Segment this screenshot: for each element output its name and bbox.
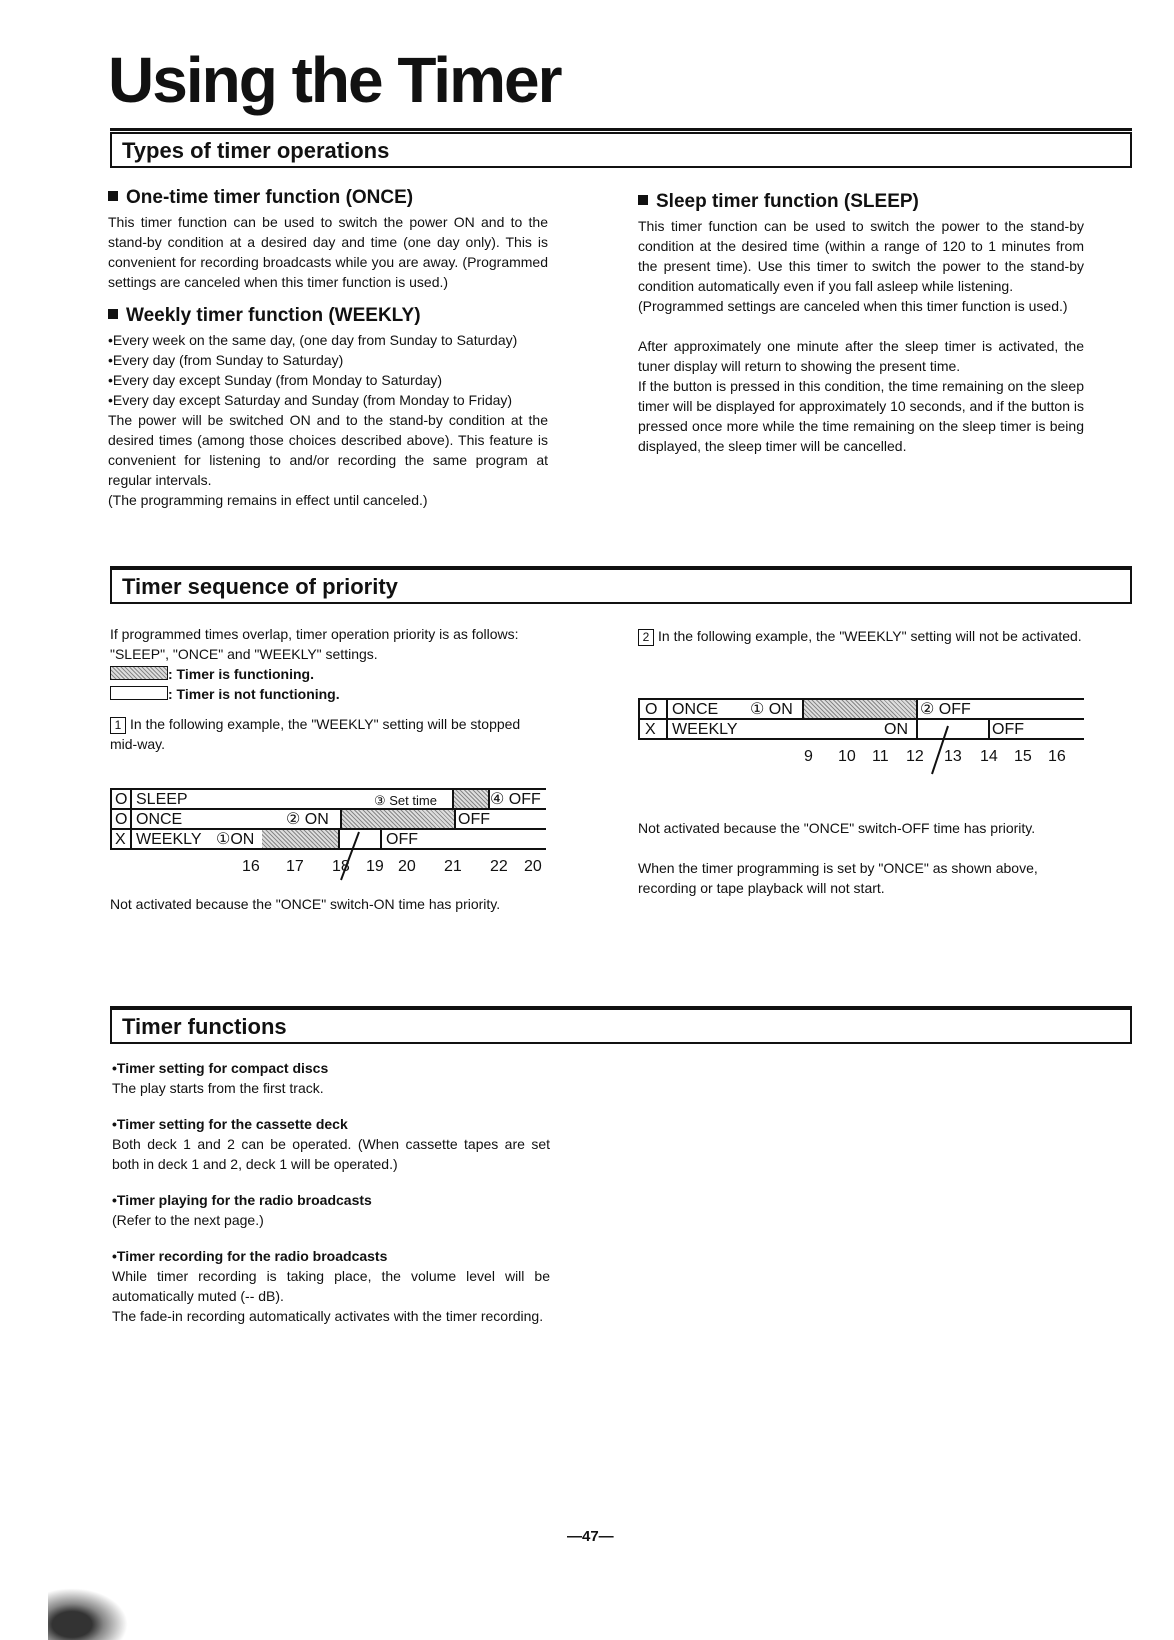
- once-off-label: ② OFF: [920, 701, 971, 718]
- example-2-caption: Not activated because the "ONCE" switch-OFF time has priority.: [638, 820, 1036, 836]
- once-active-period: [342, 810, 454, 828]
- weekly-bullet: •Every day (from Sunday to Saturday): [108, 352, 344, 368]
- sleep-active-period: [452, 790, 488, 808]
- time-tick: 16: [1048, 748, 1066, 765]
- scan-artifact: [48, 1588, 128, 1640]
- time-tick: 20: [524, 858, 542, 875]
- once-on-label: ① ON: [750, 701, 793, 718]
- row-name: WEEKLY: [672, 721, 738, 738]
- legend-not-functioning: : Timer is not functioning.: [110, 684, 550, 704]
- weekly-off-label: OFF: [386, 831, 418, 848]
- once-body: This timer function can be used to switch the power ON and to the stand-by condition at a desired day and time (one day only). This is convenient for recording broadcasts while you are away. (Programmed settings are canceled when this timer function is used.): [108, 214, 548, 290]
- weekly-off-label: OFF: [992, 721, 1024, 738]
- legend-shaded-swatch: [110, 666, 168, 680]
- row-mark: X: [115, 831, 126, 848]
- legend-functioning: : Timer is functioning.: [110, 664, 550, 684]
- function-label: •Timer setting for the cassette deck: [112, 1116, 348, 1132]
- function-label: •Timer playing for the radio broadcasts: [112, 1192, 372, 1208]
- weekly-on-label: ON: [884, 721, 908, 738]
- time-tick: 10: [838, 748, 856, 765]
- row-name: SLEEP: [136, 791, 188, 808]
- time-tick: 17: [286, 858, 304, 875]
- function-label: •Timer setting for compact discs: [112, 1060, 329, 1076]
- priority-diagram-1: [110, 786, 548, 896]
- row-name: ONCE: [672, 701, 719, 718]
- row-name: ONCE: [136, 811, 183, 828]
- time-tick: 12: [906, 748, 924, 765]
- weekly-body: The power will be switched ON and to the stand-by condition at the desired times (among those choices described above). This feature is convenient for listening to and/or recording the same program at regular intervals.: [108, 412, 548, 488]
- function-text: While timer recording is taking place, the volume level will be automatically muted (-- dB).: [112, 1268, 550, 1304]
- section-header-priority: [110, 568, 1132, 604]
- function-text: The fade-in recording automatically activates with the timer recording.: [112, 1308, 544, 1324]
- weekly-bullet: •Every day except Saturday and Sunday (from Monday to Friday): [108, 392, 513, 408]
- sleep-heading: Sleep timer function (SLEEP): [638, 190, 1084, 214]
- timer-functions-list: [112, 1058, 550, 1326]
- time-tick: 21: [444, 858, 462, 875]
- set-time-label: ③ Set time: [374, 793, 437, 808]
- example-1-caption: Not activated because the "ONCE" switch-ON time has priority.: [110, 896, 501, 912]
- once-section: [108, 186, 548, 510]
- once-off-label: OFF: [458, 811, 490, 828]
- time-tick: 9: [804, 748, 813, 765]
- time-tick: 20: [398, 858, 416, 875]
- sleep-section: [638, 190, 1084, 456]
- time-tick: 16: [242, 858, 260, 875]
- time-tick: 11: [872, 748, 889, 765]
- once-on-label: ② ON: [286, 811, 329, 828]
- section-title: Types of timer operations: [122, 138, 390, 163]
- section-title: Timer sequence of priority: [122, 574, 398, 599]
- sleep-body-3: If the button is pressed in this condition, the time remaining on the sleep timer will be displayed for approximately 10 seconds, and if the button is pressed once more while the time remaining on the sleep timer is being displayed, the sleep timer will be cancelled.: [638, 378, 1084, 454]
- section-rule: [110, 128, 1132, 131]
- function-label: •Timer recording for the radio broadcasts: [112, 1248, 388, 1264]
- time-tick: 15: [1014, 748, 1032, 765]
- example-2-text: 2 In the following example, the "WEEKLY" setting will not be activated.: [638, 626, 1084, 646]
- weekly-note: (The programming remains in effect until canceled.): [108, 492, 428, 508]
- time-tick: 22: [490, 858, 508, 875]
- function-text: The play starts from the first track.: [112, 1080, 324, 1096]
- section-title: Timer functions: [122, 1014, 287, 1039]
- priority-intro: If programmed times overlap, timer operation priority is as follows: "SLEEP", "ONCE" and "WEEKLY" settings.: [110, 626, 519, 662]
- time-tick: 18: [332, 858, 350, 875]
- row-mark: O: [115, 791, 128, 808]
- priority-intro-block: [110, 624, 550, 754]
- example-1-text: 1 In the following example, the "WEEKLY" setting will be stopped mid-way.: [110, 716, 521, 752]
- section-header-functions: [110, 1008, 1132, 1044]
- weekly-bullet: •Every week on the same day, (one day from Sunday to Saturday): [108, 332, 518, 348]
- time-tick: 19: [366, 858, 384, 875]
- priority-diagram-2: [638, 696, 1086, 776]
- example-2-note: When the timer programming is set by "ONCE" as shown above, recording or tape playback will not start.: [638, 860, 1038, 896]
- function-text: Both deck 1 and 2 can be operated. (When cassette tapes are set both in deck 1 and 2, deck 1 will be operated.): [112, 1136, 550, 1172]
- sleep-note: (Programmed settings are canceled when this timer function is used.): [638, 298, 1068, 314]
- row-mark: O: [115, 811, 128, 828]
- row-mark: X: [645, 721, 656, 738]
- time-tick: 13: [944, 748, 962, 765]
- row-mark: O: [645, 701, 658, 718]
- sleep-off-label: ④ OFF: [490, 791, 541, 808]
- function-text: (Refer to the next page.): [112, 1212, 264, 1228]
- weekly-active-period: [262, 830, 338, 848]
- page-title: Using the Timer: [108, 44, 561, 116]
- section-header-types: [110, 132, 1132, 168]
- sleep-body: This timer function can be used to switch the power to the stand-by condition at the desired time (within a range of 120 to 1 minutes from the present time). Use this timer to switch the power to the stand-by condition automatically even if you fall asleep while listening.: [638, 218, 1084, 294]
- time-tick: 14: [980, 748, 998, 765]
- weekly-heading: Weekly timer function (WEEKLY): [108, 304, 548, 328]
- page-number: —47—: [567, 1528, 614, 1545]
- row-name: WEEKLY: [136, 831, 202, 848]
- once-heading: One-time timer function (ONCE): [108, 186, 548, 210]
- sleep-body-2: After approximately one minute after the sleep timer is activated, the tuner display will return to showing the present time.: [638, 338, 1084, 374]
- once-active-period: [804, 700, 916, 718]
- weekly-bullet: •Every day except Sunday (from Monday to Saturday): [108, 372, 443, 388]
- weekly-on-label: ①ON: [216, 831, 255, 848]
- legend-empty-swatch: [110, 686, 168, 700]
